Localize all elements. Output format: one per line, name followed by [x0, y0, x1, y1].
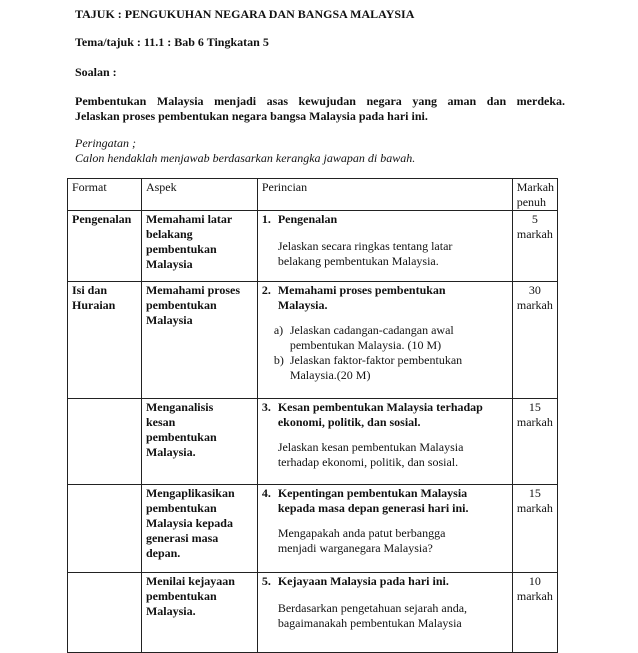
warning-title: Peringatan ;: [75, 136, 136, 150]
aspek-cell: Memahami proses pembentukan Malaysia: [141, 282, 257, 399]
header-aspek: Aspek: [141, 179, 257, 211]
table-row: [68, 211, 558, 282]
header-perincian: Perincian: [257, 179, 512, 211]
table-row: [68, 399, 558, 485]
document-title: TAJUK : PENGUKUHAN NEGARA DAN BANGSA MALAYSIA: [75, 7, 415, 21]
question-text: [75, 94, 565, 124]
aspek-cell: Memahami latar belakang pembentukan Malaysia: [141, 211, 257, 282]
marks-cell: 15 markah: [512, 485, 557, 573]
table-row: [68, 282, 558, 399]
marks-cell: 10 markah: [512, 573, 557, 653]
perincian-cell: 3. Kesan pembentukan Malaysia terhadap ekonomi, politik, dan sosial. Jelaskan kesan pembentukan Malaysia terhadap ekonomi, politik, dan sosial.: [257, 399, 512, 485]
warning-text: Calon hendaklah menjawab berdasarkan kerangka jawapan di bawah.: [75, 151, 416, 165]
marks-cell: 15 markah: [512, 399, 557, 485]
format-cell: [68, 485, 142, 573]
table-header-row: [68, 179, 558, 211]
perincian-cell: 5. Kejayaan Malaysia pada hari ini. Berdasarkan pengetahuan sejarah anda, bagaimanakah pembentukan Malaysia: [257, 573, 512, 653]
header-markah: Markah penuh: [512, 179, 557, 211]
question-line-2: Jelaskan proses pembentukan negara bangsa Malaysia pada hari ini.: [75, 109, 428, 123]
topic-line: Tema/tajuk : 11.1 : Bab 6 Tingkatan 5: [75, 35, 269, 49]
table-row: [68, 485, 558, 573]
perincian-cell: 1. Pengenalan Jelaskan secara ringkas tentang latar belakang pembentukan Malaysia.: [257, 211, 512, 282]
aspek-cell: Mengaplikasikan pembentukan Malaysia kepada generasi masa depan.: [141, 485, 257, 573]
aspek-cell: Menganalisis kesan pembentukan Malaysia.: [141, 399, 257, 485]
format-cell: Pengenalan: [68, 211, 142, 282]
format-cell: Isi dan Huraian: [68, 282, 142, 399]
perincian-cell: 4. Kepentingan pembentukan Malaysia kepada masa depan generasi hari ini. Mengapakah anda patut berbangga menjadi warganegara Malaysia?: [257, 485, 512, 573]
format-cell: [68, 399, 142, 485]
format-cell: [68, 573, 142, 653]
header-format: Format: [68, 179, 142, 211]
answer-framework-table: [67, 178, 558, 653]
table-row: [68, 573, 558, 653]
marks-cell: 30 markah: [512, 282, 557, 399]
perincian-cell: 2. Memahami proses pembentukan Malaysia. a) Jelaskan cadangan-cadangan awal pembentukan Malaysia. (10 M) b) Jelaskan faktor-faktor pembentukan Malaysia.(20 M): [257, 282, 512, 399]
warning-block: [75, 136, 415, 166]
marks-cell: 5 markah: [512, 211, 557, 282]
question-label: Soalan :: [75, 65, 117, 79]
aspek-cell: Menilai kejayaan pembentukan Malaysia.: [141, 573, 257, 653]
question-line-1: Pembentukan Malaysia menjadi asas kewujudan negara yang aman dan merdeka.: [75, 94, 565, 108]
